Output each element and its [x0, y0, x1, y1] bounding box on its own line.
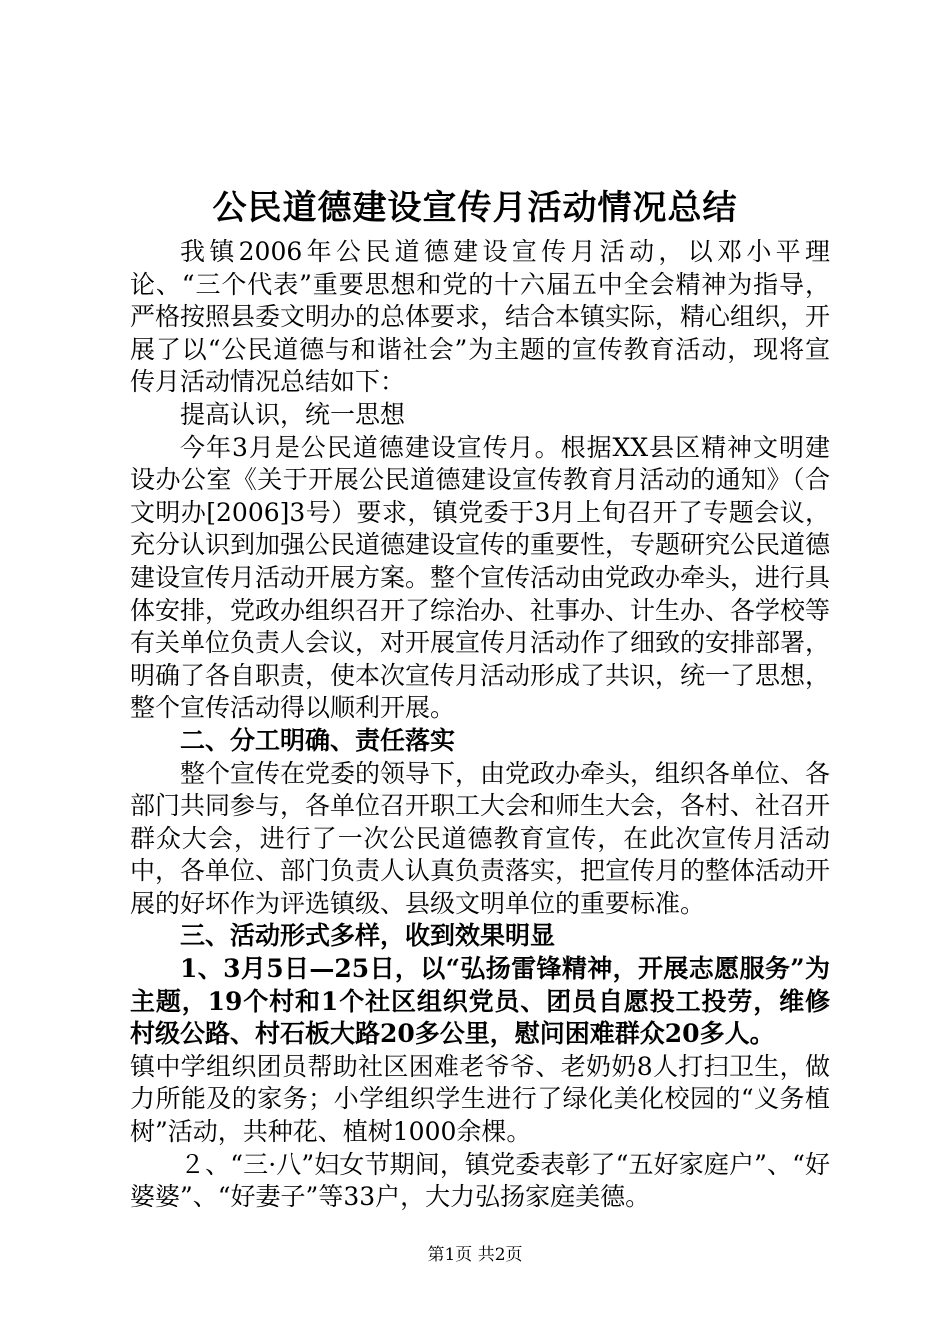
section-heading-2: 二、分工明确、责任落实	[180, 725, 456, 755]
section-1-paragraph: 今年3月是公民道德建设宣传月。根据XX县区精神文明建设办公室《关于开展公民道德建设宣传教育月活动的通知》（合文明办[2006]3号）要求，镇党委于3月上旬召开了专题会议，充分认识到加强公民道德建设宣传的重要性，专题研究公民道德建设宣传月活动开展方案。整个宣传活动由党政办牵头，进行具体安排，党政办组织召开了综治办、社事办、计生办、各学校等有关单位负责人会议，对开展宣传月活动作了细致的安排部署，明确了各自职责，使本次宣传月活动形成了共识，统一了思想，整个宣传活动得以顺利开展。	[130, 432, 831, 723]
section-3-item-1: 1、3月5日—25日，以“弘扬雷锋精神，开展志愿服务”为主题，19个村和1个社区组织党员、团员自愿投工投劳，维修村级公路、村石板大路20多公里，慰问困难群众20多人。	[130, 954, 830, 1049]
section-3-item-1-continued: 镇中学组织团员帮助社区困难老爷爷、老奶奶8人打扫卫生，做力所能及的家务；小学组织学生进行了绿化美化校园的“义务植树”活动，共种花、植树1000余棵。	[130, 1051, 830, 1147]
page-footer: 第1页 共2页	[427, 1245, 523, 1265]
document-body	[130, 236, 830, 1214]
section-3-item-2: ２、“三·八”妇女节期间，镇党委表彰了“五好家庭户”、“好婆婆”、“好妻子”等33户，大力弘扬家庭美德。	[130, 1149, 830, 1212]
section-2-paragraph: 整个宣传在党委的领导下，由党政办牵头，组织各单位、各部门共同参与，各单位召开职工大会和师生大会，各村、社召开群众大会，进行了一次公民道德教育宣传，在此次宣传月活动中，各单位、部门负责人认真负责落实，把宣传月的整体活动开展的好坏作为评选镇级、县级文明单位的重要标准。	[130, 758, 831, 918]
section-heading-3: 三、活动形式多样，收到效果明显	[180, 921, 556, 951]
intro-paragraph: 我镇2006年公民道德建设宣传月活动，以邓小平理论、“三个代表”重要思想和党的十六届五中全会精神为指导，严格按照县委文明办的总体要求，结合本镇实际，精心组织，开展了以“公民道德与和谐社会”为主题的宣传教育活动，现将宣传月活动情况总结如下：	[130, 237, 831, 397]
document-title: 公民道德建设宣传月活动情况总结	[212, 188, 738, 228]
section-heading-1: 提高认识，统一思想	[180, 399, 406, 429]
